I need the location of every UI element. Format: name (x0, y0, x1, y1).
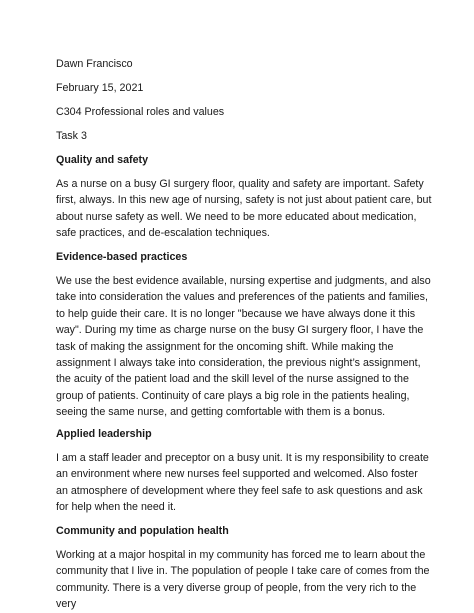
section-heading-applied-leadership: Applied leadership (56, 428, 152, 440)
section-body-evidence-based: We use the best evidence available, nursing expertise and judgments, and also take into consideration the values and preferences of the patients and families, to help guide their care. It is no longer "because we have always done it this way". During my time as charge nurse on the busy GI surgery floor, I have the task of making the assignment for the oncoming shift. While making the assignment I always take into consideration, the previous night’s assignment, the acuity of the patient load and the skill level of the nurse assigned to the group of patients. Continuity of care plays a big role in the patients healing, seeing the same nurse, and getting comfortable with them is a bonus. (56, 275, 431, 419)
section-heading-community-health: Community and population health (56, 525, 229, 537)
author-name: Dawn Francisco (56, 58, 133, 70)
section-heading-quality-safety: Quality and safety (56, 154, 149, 166)
course-title: C304 Professional roles and values (56, 106, 225, 118)
document-date: February 15, 2021 (56, 82, 144, 94)
task-label: Task 3 (56, 130, 87, 142)
section-body-quality-safety: As a nurse on a busy GI surgery floor, quality and safety are important. Safety first, always. In this new age of nursing, safety is not just about patient care, but about nurse safety as well. We need to be more educated about medication, safe practices, and de-escalation techniques. (56, 178, 432, 240)
section-heading-evidence-based: Evidence-based practices (56, 251, 188, 263)
section-body-applied-leadership: I am a staff leader and preceptor on a busy unit. It is my responsibility to create an environment where new nurses feel supported and welcomed. Also foster an atmosphere of development where they feel safe to ask questions and ask for help when the need it. (56, 452, 429, 514)
section-body-community-health: Working at a major hospital in my community has forced me to learn about the community that I live in. The population of people I take care of comes from the community. There is a very diverse group of people, from the very rich to the very (56, 549, 430, 611)
